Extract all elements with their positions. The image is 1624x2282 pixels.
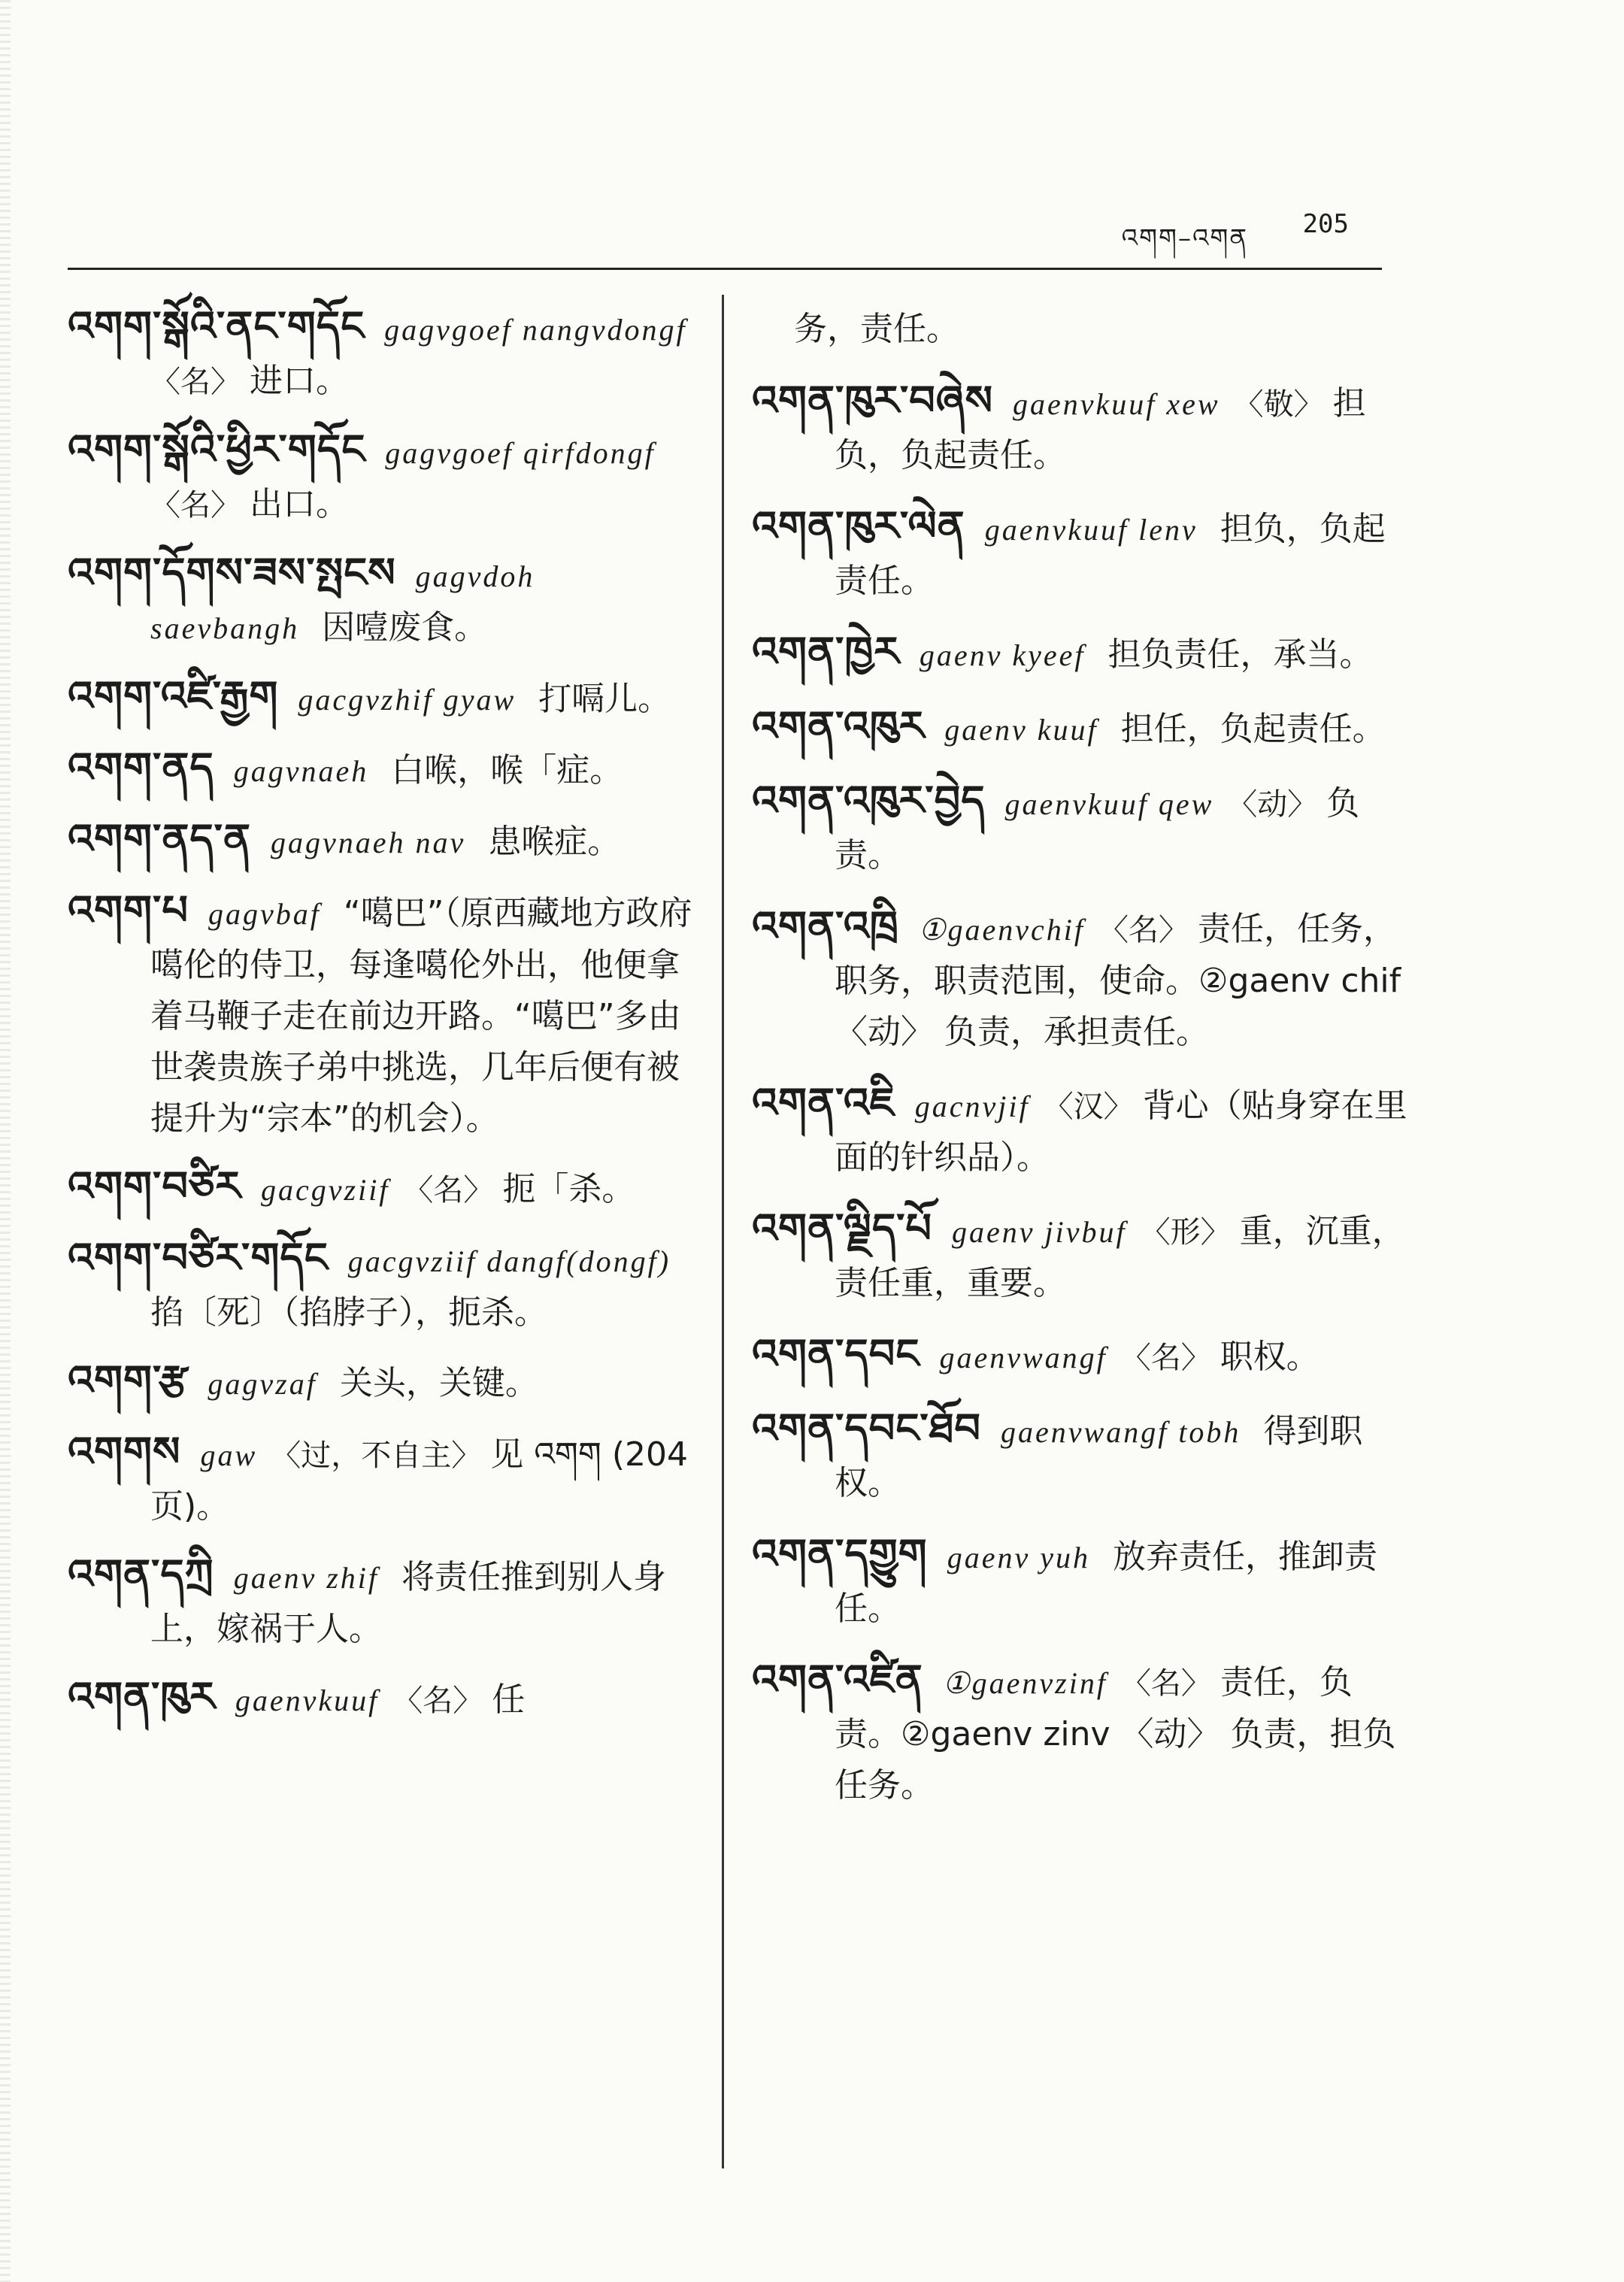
entry-headword: འགག་ནད: [68, 744, 214, 791]
entry-gloss: 白喉，喉「症。: [391, 751, 623, 789]
entry-gloss: 出口。: [250, 485, 349, 523]
page-number: 205: [1302, 209, 1349, 239]
dictionary-entry: [752, 1403, 1413, 1509]
dictionary-entry: [68, 1161, 707, 1216]
dictionary-entry: [752, 901, 1413, 1058]
entry-headword: འགན་འཁྲི: [752, 902, 899, 950]
entry-romanization: gagvdoh saevbangh: [150, 559, 535, 645]
entry-romanization: gacgvziif: [261, 1173, 390, 1207]
entry-tag: 〈名〉: [150, 488, 241, 523]
entry-gloss: 见 འགག (204页)。: [150, 1435, 688, 1526]
entry-romanization: gaenvkuuf qew: [1004, 787, 1214, 821]
entry-gloss: 打嗝儿。: [538, 680, 671, 718]
entry-tag: 〈形〉: [1140, 1215, 1231, 1250]
dictionary-entry: [752, 1654, 1413, 1811]
entry-romanization: gaenv jivbuf: [952, 1215, 1127, 1249]
entry-gloss: “噶巴”（原西藏地方政府噶伦的侍卫，每逢噶伦外出，他便拿着马鞭子走在前边开路。“噶巴”多由世袭贵族子弟中挑选，几年后便有被提升为“宗本”的机会）。: [150, 894, 692, 1138]
entry-romanization: gaenvwangf tobh: [1001, 1415, 1241, 1449]
entry-headword: འགགས: [68, 1428, 181, 1475]
entry-headword: འགན་དབང: [752, 1330, 920, 1377]
entry-romanization: gaenv kuuf: [944, 713, 1098, 747]
entry-gloss: 因噎废食。: [322, 608, 488, 647]
dictionary-entry: [68, 547, 707, 654]
entry-headword: འགན་ཁུར: [68, 1673, 216, 1720]
entry-headword: འགན་དབང་ཐོབ: [752, 1405, 982, 1452]
dictionary-entry: [752, 626, 1413, 681]
entry-headword: འགག་བཙིར: [68, 1162, 241, 1210]
entry-gloss: 责任，负责。②gaenv zinv 〈动〉 负责，担负任务。: [835, 1663, 1396, 1805]
entry-headword: འགན་དཀྲི: [68, 1550, 214, 1598]
entry-gloss: 得到职权。: [835, 1412, 1363, 1502]
entry-gloss: 将责任推到别人身上，嫁祸于人。: [150, 1558, 666, 1648]
dictionary-entry: [68, 424, 707, 531]
dictionary-entry: [752, 301, 1413, 356]
entry-tag: 〈过，不自主〉: [271, 1438, 482, 1473]
entry-headword: འགན་ཁུར་བཞེས: [752, 377, 994, 424]
entry-romanization: gacgvziif dangf(dongf): [347, 1244, 671, 1278]
dictionary-entry: [752, 1529, 1413, 1635]
column-divider: [722, 295, 724, 2168]
entry-romanization: gagvgoef nangvdongf: [384, 313, 687, 347]
entry-gloss: 重，沉重，责任重，重要。: [835, 1212, 1405, 1302]
entry-headword: འགག་རྩ: [68, 1356, 189, 1404]
entry-romanization: gaenvkuuf lenv: [984, 513, 1198, 547]
entry-romanization: gaenv kyeef: [919, 638, 1086, 672]
entry-headword: འགན་འཛིན: [752, 1656, 923, 1703]
entry-headword: འགག་པ: [68, 886, 189, 934]
entry-romanization: gaenvkuuf: [235, 1683, 380, 1717]
entry-gloss: 放弃责任，推卸责任。: [835, 1538, 1377, 1628]
entry-gloss: 关头，关键。: [339, 1364, 538, 1402]
entry-gloss: 担负，负起责任。: [835, 510, 1386, 600]
entry-gloss: 担负，负起责任。: [835, 384, 1366, 474]
dictionary-entry: [68, 1549, 707, 1655]
entry-headword: འགན་དགྱུག: [752, 1530, 928, 1577]
entry-romanization: gaenvkuuf xew: [1013, 387, 1220, 421]
dictionary-entry: [68, 814, 707, 868]
entry-gloss: 职权。: [1220, 1338, 1320, 1376]
entry-romanization: gaenv zhif: [233, 1561, 379, 1595]
entry-romanization: gacgvzhif gyaw: [298, 683, 517, 717]
entry-headword: འགག་སྒོའི་ནང་གདོང: [68, 302, 365, 350]
dictionary-entry: [752, 701, 1413, 756]
entry-gloss: 任: [492, 1680, 526, 1719]
entry-gloss: 扼「杀。: [502, 1170, 635, 1208]
dictionary-entry: [752, 1329, 1413, 1383]
entry-gloss: 责任，任务，职务，职责范围，使命。②gaenv chif 〈动〉 负责，承担责任。: [835, 910, 1401, 1051]
entry-headword: འགན་འཇི: [752, 1079, 895, 1126]
entry-tag: 〈名〉: [1120, 1341, 1211, 1375]
entry-headword: འགག་བཙིར་གདོང: [68, 1234, 329, 1281]
entry-headword: འགག་ནད་ན: [68, 815, 252, 862]
entry-romanization: gagvnaeh nav: [271, 826, 466, 859]
dictionary-entry: [752, 501, 1413, 607]
entry-romanization: ①gaenvchif: [918, 913, 1085, 947]
entry-romanization: gaw: [200, 1438, 258, 1472]
entry-gloss: 背心（贴身穿在里面的针织品）。: [835, 1086, 1407, 1177]
dictionary-entry: [752, 1077, 1413, 1183]
dictionary-entry: [68, 1355, 707, 1410]
entry-tag: 〈名〉: [1120, 1666, 1211, 1701]
entry-gloss: 担任，负起责任。: [1120, 710, 1386, 748]
entry-headword: འགན་འཁུར: [752, 702, 926, 750]
entry-headword: འགག་འཛི་རྒྱག: [68, 672, 279, 720]
dictionary-entry: [752, 775, 1413, 881]
entry-tag: 〈名〉: [1098, 913, 1189, 947]
entry-headword: འགན་འཁུར་བྱེད: [752, 777, 986, 824]
dictionary-entry: [68, 1426, 707, 1532]
dictionary-entry: [68, 301, 707, 408]
entry-romanization: gagvgoef qirfdongf: [385, 436, 656, 470]
entry-headword: འགག་དོགས་ཟས་སྤངས: [68, 549, 396, 596]
entry-gloss: 负责。: [835, 784, 1360, 874]
entry-tag: 〈汉〉: [1043, 1089, 1134, 1124]
entry-romanization: ①gaenvzinf: [942, 1666, 1107, 1700]
entry-romanization: gaenv yuh: [947, 1541, 1090, 1574]
left-column: [68, 301, 707, 1743]
entry-gloss: 进口。: [250, 362, 349, 400]
entry-romanization: gaenvwangf: [939, 1341, 1107, 1374]
entry-tag: 〈名〉: [392, 1683, 483, 1718]
dictionary-entry: [752, 375, 1413, 481]
entry-tag: 〈名〉: [403, 1173, 494, 1208]
entry-gloss: 掐〔死〕（掐脖子），扼杀。: [150, 1293, 547, 1332]
entry-romanization: gacnvjif: [914, 1089, 1030, 1123]
entry-headword: འགན་ལྗིད་པོ: [752, 1205, 933, 1252]
entry-gloss: 务，责任。: [794, 310, 959, 348]
page-scan-edge: [0, 0, 11, 2282]
entry-headword: འགན་ཁུར་ལེན: [752, 502, 965, 550]
entry-gloss: 患喉症。: [488, 823, 621, 861]
entry-headword: འགག་སྒོའི་ཕྱིར་གདོང: [68, 426, 366, 473]
dictionary-entry: [68, 671, 707, 726]
right-column: [752, 301, 1413, 1831]
entry-tag: 〈敬〉: [1233, 387, 1324, 422]
header-range: འགག–འགན: [1121, 223, 1248, 253]
header-rule: [68, 268, 1382, 270]
dictionary-entry: [68, 1232, 707, 1338]
page-header: [68, 209, 1376, 269]
entry-tag: 〈名〉: [150, 365, 241, 399]
entry-romanization: gagvzaf: [208, 1367, 317, 1401]
dictionary-entry: [68, 1671, 707, 1726]
dictionary-entry: [68, 742, 707, 797]
dictionary-entry: [752, 1203, 1413, 1309]
entry-headword: འགན་ཁྱེར: [752, 628, 900, 675]
entry-romanization: gagvbaf: [208, 897, 321, 931]
dictionary-entry: [68, 885, 707, 1144]
entry-tag: 〈动〉: [1227, 787, 1318, 822]
entry-romanization: gagvnaeh: [233, 754, 369, 788]
entry-gloss: 担负责任，承当。: [1107, 635, 1373, 674]
